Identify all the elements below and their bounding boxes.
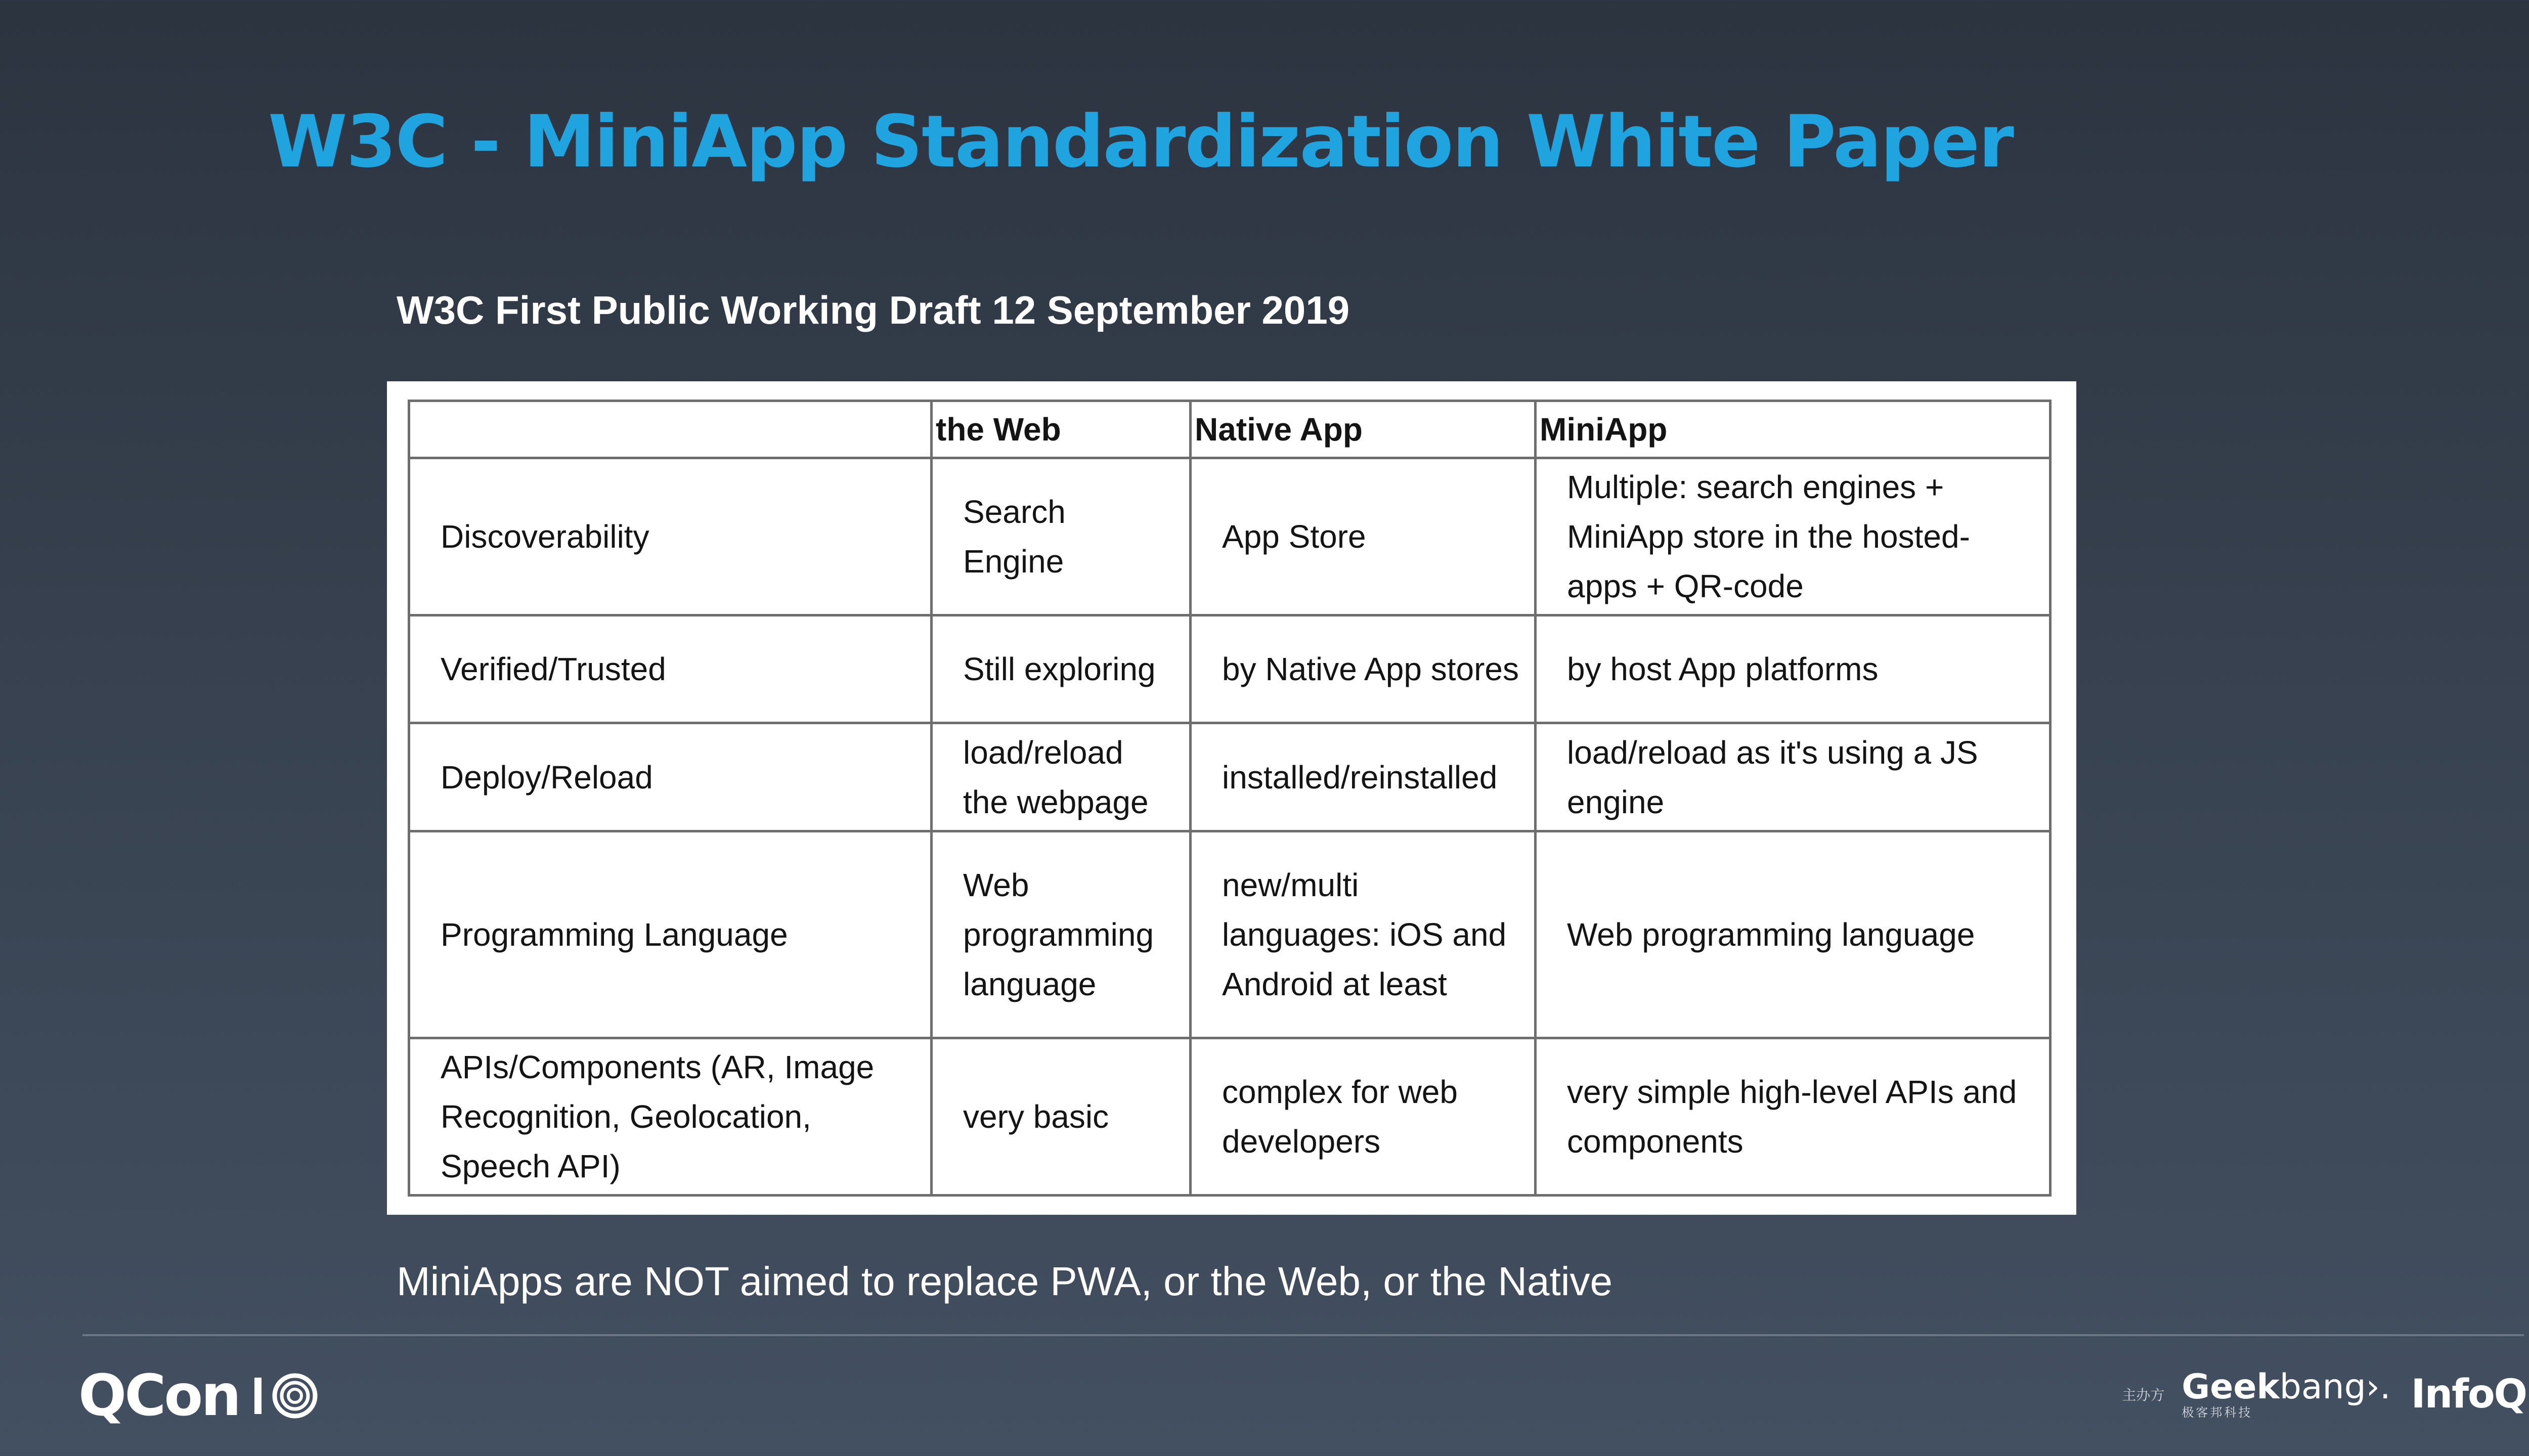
table-row	[409, 831, 2051, 1038]
slide-subtitle: W3C First Public Working Draft 12 September 2019	[397, 288, 1350, 332]
table-row	[409, 458, 2051, 615]
native-app-cell: new/multi languages: iOS and Android at least	[1191, 831, 1536, 1038]
table-row	[409, 1038, 2051, 1196]
header-cell-miniapp: MiniApp	[1536, 401, 2051, 458]
slide-footnote: MiniApps are NOT aimed to replace PWA, or the Web, or the Native	[397, 1259, 1612, 1304]
web-cell: Search Engine	[932, 458, 1191, 615]
native-app-cell: by Native App stores	[1191, 615, 1536, 723]
native-app-cell: complex for web developers	[1191, 1038, 1536, 1196]
comparison-table	[408, 400, 2052, 1197]
web-cell: Web programming language	[932, 831, 1191, 1038]
table-header-row	[409, 401, 2051, 458]
io-ring-icon	[252, 1371, 323, 1421]
geekbang-logo-text: Geekbang›.	[2182, 1367, 2391, 1407]
table-row	[409, 723, 2051, 831]
row-label-cell: APIs/Components (AR, Image Recognition, Geolocation, Speech API)	[409, 1038, 932, 1196]
sponsor-logos	[2122, 1366, 2526, 1422]
comparison-table-card	[387, 381, 2076, 1215]
row-label-cell: Verified/Trusted	[409, 615, 932, 723]
header-cell-web: the Web	[932, 401, 1191, 458]
native-app-cell: installed/reinstalled	[1191, 723, 1536, 831]
header-cell-empty	[409, 401, 932, 458]
row-label-cell: Deploy/Reload	[409, 723, 932, 831]
infoq-logo: InfoQ	[2411, 1372, 2526, 1417]
qcon-logo	[78, 1363, 323, 1429]
slide-title: W3C - MiniApp Standardization White Paper	[268, 100, 2013, 184]
web-cell: load/reload the webpage	[932, 723, 1191, 831]
footer-divider	[82, 1334, 2524, 1336]
miniapp-cell: Web programming language	[1536, 831, 2051, 1038]
miniapp-cell: load/reload as it's using a JS engine	[1536, 723, 2051, 831]
native-app-cell: App Store	[1191, 458, 1536, 615]
geekbang-logo	[2182, 1367, 2391, 1420]
miniapp-cell: by host App platforms	[1536, 615, 2051, 723]
header-cell-native-app: Native App	[1191, 401, 1536, 458]
miniapp-cell: very simple high-level APIs and components	[1536, 1038, 2051, 1196]
row-label-cell: Programming Language	[409, 831, 932, 1038]
web-cell: Still exploring	[932, 615, 1191, 723]
web-cell: very basic	[932, 1038, 1191, 1196]
row-label-cell: Discoverability	[409, 458, 932, 615]
table-row	[409, 615, 2051, 723]
geekbang-logo-subtitle: 极客邦科技	[2182, 1405, 2253, 1420]
miniapp-cell: Multiple: search engines + MiniApp store in the hosted-apps + QR-code	[1536, 458, 2051, 615]
qcon-logo-text: QCon	[78, 1363, 240, 1429]
sponsor-label: 主办方	[2122, 1387, 2165, 1403]
